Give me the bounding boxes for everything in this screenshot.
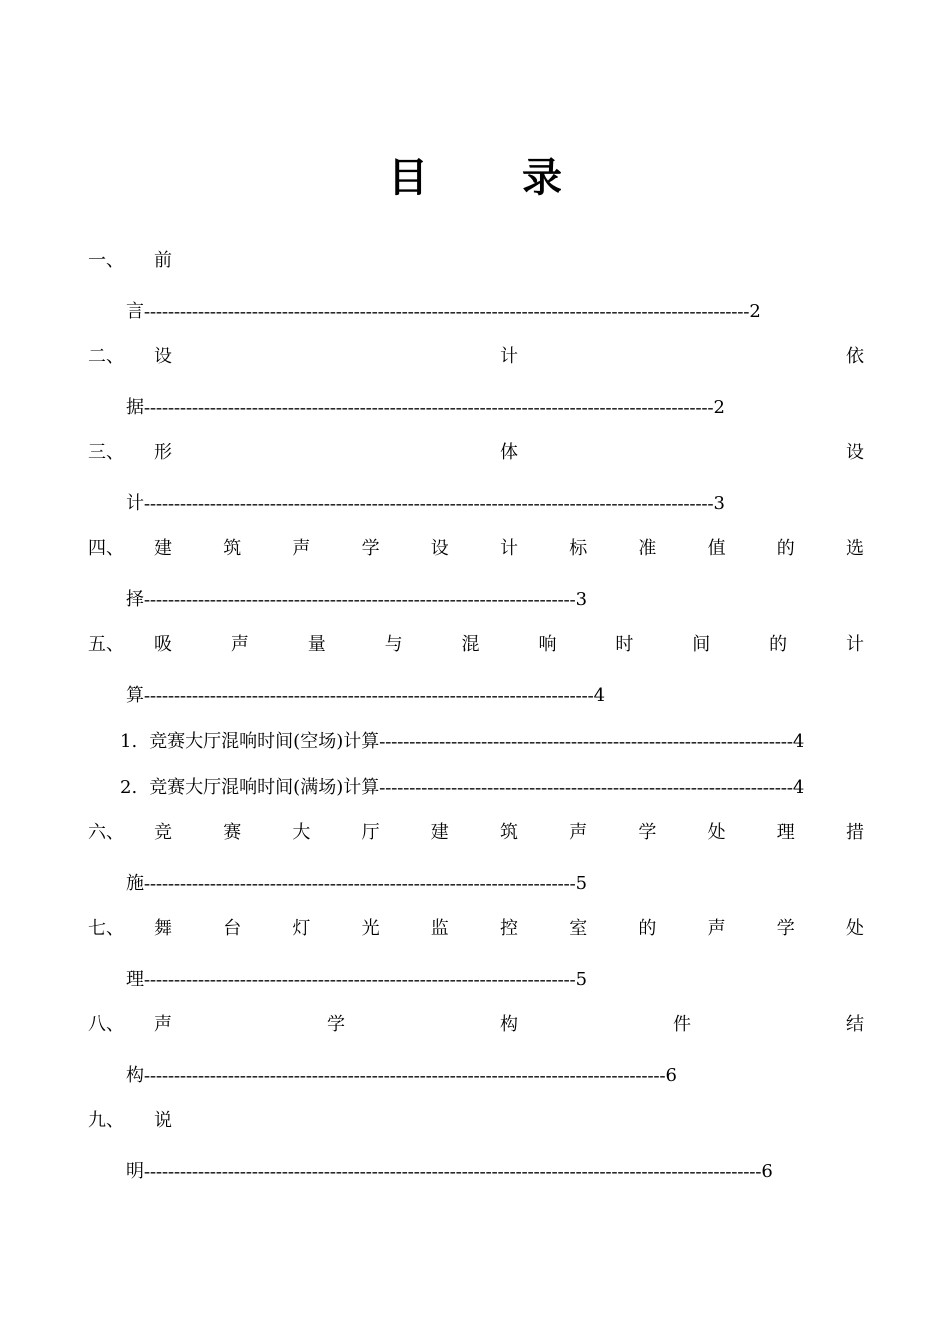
toc-entry-char: 光	[361, 918, 380, 939]
toc-entry-number: 一、	[88, 250, 124, 271]
toc-page-number: 5	[575, 969, 588, 990]
toc-entry-last-char: 施	[126, 873, 144, 894]
toc-page-number: 3	[713, 493, 725, 514]
toc-sub-entry	[120, 774, 804, 800]
toc-entry-heading	[88, 344, 864, 370]
toc-dot-leader: ---------------------------------------------------------------------	[379, 777, 793, 797]
toc-entry-char: 说	[154, 1110, 172, 1131]
toc-entry-last-char: 择	[126, 589, 144, 610]
toc-entry-char: 间	[692, 634, 711, 655]
toc-entry-leader-line	[126, 394, 725, 420]
toc-entry-char: 吸	[154, 634, 172, 655]
toc-entry-number: 八、	[88, 1014, 124, 1035]
toc-dot-leader: ------------------------------------------------------------------------	[144, 969, 576, 989]
toc-page-number: 2	[749, 301, 761, 322]
toc-entry-char: 与	[384, 634, 403, 655]
toc-page-number: 6	[761, 1161, 773, 1182]
toc-page-number: 3	[575, 589, 588, 610]
toc-sub-label: 竞赛大厅混响时间(满场)计算	[149, 777, 380, 798]
toc-dot-leader: ------------------------------------------------------------------------	[144, 589, 576, 609]
toc-dot-leader: -----------------------------------------------------------------------------------------------------	[144, 301, 750, 321]
toc-entry-char: 件	[673, 1014, 691, 1035]
toc-entry-leader-line	[126, 490, 725, 516]
toc-entry-char: 处	[846, 918, 864, 939]
toc-page-number: 5	[575, 873, 588, 894]
toc-entry-char: 量	[307, 634, 326, 655]
toc-entry-char: 措	[846, 822, 864, 843]
page-title: 目 录	[388, 155, 602, 201]
toc-entry-heading	[88, 820, 864, 846]
toc-entry-char: 建	[430, 822, 449, 843]
toc-page-number: 6	[665, 1065, 677, 1086]
toc-entry-last-char: 算	[126, 685, 144, 706]
toc-sub-number: 1.	[120, 731, 138, 752]
toc-page-number: 4	[593, 685, 606, 706]
toc-dot-leader: -------------------------------------------------------------------------------------------------------	[144, 1161, 762, 1181]
toc-entry-char: 设	[846, 442, 864, 463]
toc-entry-char: 筑	[500, 822, 518, 843]
toc-entry-char: 的	[638, 918, 657, 939]
toc-entry-last-char: 计	[126, 493, 144, 514]
toc-entry-leader-line	[126, 682, 605, 708]
toc-entry-char: 厅	[361, 822, 380, 843]
toc-entry-heading	[88, 916, 864, 942]
toc-entry-char: 声	[292, 538, 311, 559]
toc-entry-char: 监	[430, 918, 449, 939]
toc-page-number: 4	[792, 777, 805, 798]
toc-entry-leader-line	[126, 586, 587, 612]
toc-entry-char: 舞	[154, 918, 172, 939]
toc-entry-char: 灯	[292, 918, 311, 939]
toc-entry-char: 赛	[223, 822, 242, 843]
toc-dot-leader: -----------------------------------------------------------------------------------------------	[144, 397, 714, 417]
toc-entry-leader-line	[126, 298, 761, 324]
toc-entry-last-char: 构	[126, 1065, 144, 1086]
toc-entry-char: 选	[846, 538, 864, 559]
toc-entry-heading	[88, 1012, 864, 1038]
toc-entry-char: 设	[430, 538, 449, 559]
toc-entry-char: 标	[569, 538, 588, 559]
toc-entry-char: 处	[707, 822, 726, 843]
toc-entry-leader-line	[126, 1158, 773, 1184]
toc-entry-number: 三、	[88, 442, 124, 463]
toc-entry-char: 构	[500, 1014, 518, 1035]
toc-dot-leader: ------------------------------------------------------------------------	[144, 873, 576, 893]
toc-sub-number: 2.	[120, 777, 138, 798]
toc-entry-char: 室	[569, 918, 588, 939]
toc-entry-char: 形	[154, 442, 172, 463]
toc-entry-char: 混	[461, 634, 480, 655]
toc-entry-char: 的	[776, 538, 795, 559]
toc-dot-leader: ---------------------------------------------------------------------------------------	[144, 1065, 666, 1085]
toc-entry-leader-line	[126, 870, 587, 896]
toc-entry-char: 声	[154, 1014, 172, 1035]
toc-entry-char: 控	[500, 918, 518, 939]
toc-entry-last-char: 明	[126, 1161, 144, 1182]
toc-page-number: 2	[713, 397, 725, 418]
toc-sub-label: 竞赛大厅混响时间(空场)计算	[149, 731, 380, 752]
toc-page-number: 4	[792, 731, 805, 752]
toc-sub-entry	[120, 728, 804, 754]
toc-entry-char: 学	[361, 538, 380, 559]
toc-entry-heading	[88, 1108, 864, 1134]
toc-entry-leader-line	[126, 966, 587, 992]
toc-entry-char: 计	[846, 634, 864, 655]
toc-entry-heading	[88, 440, 864, 466]
toc-entry-char: 声	[569, 822, 588, 843]
toc-entry-heading	[88, 248, 864, 274]
toc-entry-char: 学	[327, 1014, 345, 1035]
toc-entry-last-char: 理	[126, 969, 144, 990]
toc-dot-leader: -----------------------------------------------------------------------------------------------	[144, 493, 714, 513]
toc-entry-char: 计	[500, 538, 518, 559]
toc-entry-char: 准	[638, 538, 657, 559]
toc-entry-last-char: 据	[126, 397, 144, 418]
toc-entry-number: 七、	[88, 918, 124, 939]
toc-entry-char: 理	[776, 822, 795, 843]
toc-entry-char: 学	[776, 918, 795, 939]
toc-entry-char: 声	[230, 634, 249, 655]
toc-entry-char: 前	[154, 250, 172, 271]
toc-entry-char: 依	[846, 346, 864, 367]
toc-entry-leader-line	[126, 1062, 677, 1088]
toc-entry-char: 时	[615, 634, 634, 655]
toc-entry-char: 学	[638, 822, 657, 843]
toc-entry-heading	[88, 632, 864, 658]
toc-entry-char: 大	[292, 822, 311, 843]
toc-entry-char: 结	[846, 1014, 864, 1035]
toc-dot-leader: ---------------------------------------------------------------------	[379, 731, 793, 751]
toc-entry-char: 响	[538, 634, 557, 655]
toc-entry-char: 体	[500, 442, 518, 463]
toc-entry-number: 四、	[88, 538, 124, 559]
toc-entry-char: 竞	[154, 822, 172, 843]
toc-entry-number: 五、	[88, 634, 124, 655]
toc-entry-char: 声	[707, 918, 726, 939]
toc-entry-number: 六、	[88, 822, 124, 843]
toc-entry-char: 值	[707, 538, 726, 559]
toc-entry-char: 建	[154, 538, 172, 559]
toc-entry-char: 台	[223, 918, 242, 939]
toc-entry-heading	[88, 536, 864, 562]
toc-dot-leader: ---------------------------------------------------------------------------	[144, 685, 594, 705]
toc-entry-char: 设	[154, 346, 172, 367]
toc-entry-char: 筑	[223, 538, 242, 559]
toc-entry-number: 九、	[88, 1110, 124, 1131]
toc-entry-char: 的	[769, 634, 788, 655]
toc-entry-number: 二、	[88, 346, 124, 367]
toc-entry-char: 计	[500, 346, 518, 367]
toc-entry-last-char: 言	[126, 301, 144, 322]
